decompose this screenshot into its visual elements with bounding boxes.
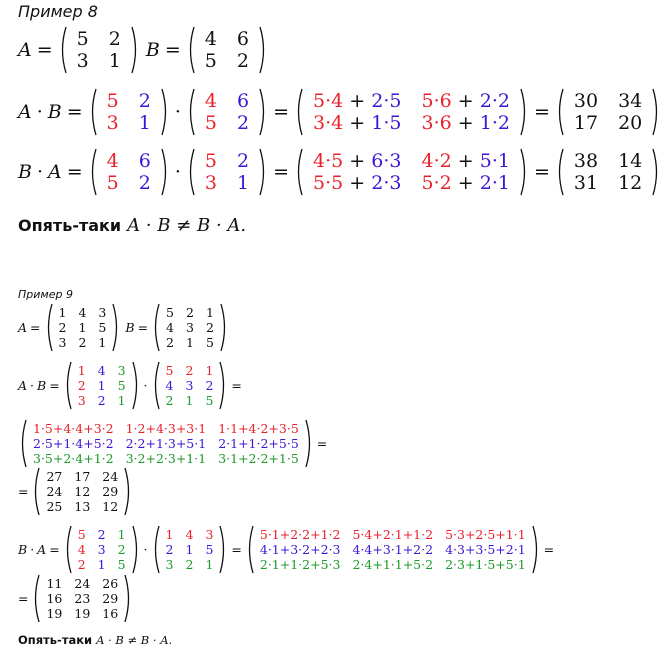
matrix-cell: 3·2+2·3+1·1 — [125, 451, 207, 466]
matrix-cell: 2 — [108, 28, 121, 50]
matrix-grid — [72, 363, 132, 408]
right-paren — [132, 525, 141, 574]
matrix-cell: 2·3+1·5+5·1 — [445, 557, 526, 572]
left-paren — [245, 525, 254, 574]
matrix-cell — [411, 112, 519, 134]
matrix-cell: 1 — [237, 172, 250, 194]
left-paren — [186, 88, 195, 136]
matrix-grid — [27, 421, 305, 466]
matrix-cell: 2 — [77, 557, 86, 572]
matrix-cell: 31 — [573, 172, 599, 194]
matrix-term: 1 — [497, 172, 510, 194]
matrix-cell: 23 — [74, 591, 91, 606]
matrix-cell — [411, 90, 519, 112]
matrix-cell: 4 — [78, 305, 87, 320]
matrix-grid — [564, 90, 652, 134]
right-paren — [220, 303, 229, 352]
matrix-cell: 4 — [97, 363, 106, 378]
matrix-cell: 2 — [138, 172, 151, 194]
matrix-cell: 5 — [165, 363, 174, 378]
matrix-term: + — [451, 90, 480, 112]
right-paren — [161, 148, 170, 196]
matrix-cell: 5 — [76, 28, 89, 50]
matrix-cell: 19 — [46, 606, 63, 621]
matrix-cell: 6 — [138, 150, 151, 172]
matrix-term: · — [491, 150, 498, 172]
matrix-cell: 1 — [117, 393, 126, 408]
matrix-grid — [195, 150, 259, 194]
matrix-definitions-8: A = 5 2 3 1 B = 4 6 5 2 — [18, 26, 268, 74]
matrix-cell: 3 — [76, 50, 89, 72]
matrix-cell: 29 — [102, 484, 119, 499]
matrix-term: · — [325, 150, 332, 172]
matrix-cell: 1 — [165, 527, 174, 542]
matrix-cell: 2·5+1·4+5·2 — [33, 436, 114, 451]
matrix-term: 3 — [313, 112, 326, 134]
right-paren — [259, 148, 268, 196]
matrix-term: · — [433, 150, 440, 172]
matrix-cell: 2 — [205, 378, 214, 393]
matrix-cell: 1 — [78, 320, 87, 335]
right-paren — [132, 361, 141, 410]
matrix-term: 2 — [371, 172, 384, 194]
matrix-cell: 3 — [186, 320, 194, 335]
matrix-grid — [303, 150, 520, 194]
matrix-cell: 4 — [165, 378, 174, 393]
left-paren — [58, 26, 67, 74]
matrix-term: 6 — [439, 90, 452, 112]
left-paren — [186, 26, 195, 74]
matrix-cell: 16 — [102, 606, 119, 621]
right-paren — [652, 88, 661, 136]
matrix-term: + — [451, 150, 480, 172]
matrix-cell: 2 — [97, 527, 106, 542]
matrix-cell: 3 — [98, 305, 107, 320]
matrix-cell: 5 — [106, 90, 119, 112]
matrix-term: · — [325, 172, 332, 194]
matrix-definitions-9: A = 1 4 3 2 1 5 3 2 1 B = 5 2 1 4 3 2 2 1 5 — [18, 303, 229, 352]
product-ab-8: A · B = 5 2 3 1 · 4 6 5 2 = 5·4 + 2·5 5·6 + 2·2 3·4 + 1·5 3·6 + 1·2 = 30 34 17 20 — [18, 88, 661, 136]
matrix-cell — [303, 112, 411, 134]
matrix-cell: 5 — [166, 305, 174, 320]
result-ab-9: = 27 17 24 24 12 29 25 13 12 — [18, 467, 133, 516]
matrix-cell: 1 — [205, 305, 214, 320]
matrix-term: + — [343, 172, 372, 194]
left-paren — [88, 88, 97, 136]
matrix-cell: 3 — [165, 557, 174, 572]
matrix-grid — [40, 469, 124, 514]
matrix-cell — [411, 150, 519, 172]
matrix-cell: 13 — [74, 499, 91, 514]
matrix-cell: 2 — [97, 393, 106, 408]
matrix-cell: 24 — [74, 576, 91, 591]
right-paren — [161, 88, 170, 136]
matrix-cell: 4 — [204, 90, 217, 112]
conclusion-word-9: Опять-таки — [18, 633, 93, 647]
right-paren — [305, 419, 314, 468]
matrix-term: 2 — [479, 172, 492, 194]
left-paren — [151, 303, 160, 352]
matrix-term: 5 — [389, 112, 402, 134]
matrix-cell: 5 — [98, 320, 107, 335]
matrix-cell: 2·4+1·1+5·2 — [352, 557, 434, 572]
matrix-cell: 1 — [108, 50, 121, 72]
matrix-cell: 2 — [77, 378, 86, 393]
conclusion-word-8: Опять-таки — [18, 216, 122, 235]
matrix-cell: 11 — [46, 576, 63, 591]
matrix-cell: 1 — [185, 542, 194, 557]
matrix-term: · — [383, 112, 390, 134]
matrix-cell: 30 — [573, 90, 599, 112]
matrix-cell: 2 — [185, 363, 194, 378]
conclusion-9 — [18, 633, 172, 647]
matrix-term: 3 — [389, 150, 402, 172]
right-paren — [124, 467, 133, 516]
matrix-cell: 2 — [205, 320, 214, 335]
matrix-cell: 1 — [98, 335, 107, 350]
matrix-cell: 1 — [58, 305, 67, 320]
matrix-b-colored-ba-9 — [63, 525, 141, 574]
matrix-b-colored-8 — [186, 88, 268, 136]
matrix-cell: 5 — [204, 112, 217, 134]
matrix-cell: 3 — [205, 527, 214, 542]
matrix-term: 4 — [331, 112, 344, 134]
matrix-cell: 24 — [46, 484, 63, 499]
matrix-term: + — [451, 172, 480, 194]
matrix-term: + — [343, 112, 372, 134]
matrix-cell: 1 — [185, 393, 194, 408]
matrix-cell: 4·4+3·1+2·2 — [352, 542, 434, 557]
matrix-term: 2 — [497, 90, 510, 112]
matrix-cell: 4 — [77, 542, 86, 557]
matrix-grid — [97, 150, 161, 194]
matrix-cell: 4·3+3·5+2·1 — [445, 542, 526, 557]
matrix-b-colored-9 — [151, 361, 229, 410]
matrix-cell: 2 — [165, 393, 174, 408]
matrix-b-9 — [151, 303, 229, 352]
matrix-cell: 2 — [185, 557, 194, 572]
matrix-term: 3 — [389, 172, 402, 194]
right-paren — [124, 574, 133, 623]
matrix-grid — [160, 363, 220, 408]
matrix-cell — [303, 150, 411, 172]
matrix-ba-expansion-9 — [245, 525, 541, 574]
matrix-cell: 27 — [46, 469, 63, 484]
matrix-grid — [303, 90, 520, 134]
matrix-term: 5 — [421, 90, 434, 112]
left-paren — [31, 574, 40, 623]
matrix-cell: 1 — [97, 378, 106, 393]
matrix-cell: 6 — [237, 90, 250, 112]
matrix-term: · — [433, 90, 440, 112]
matrix-term: 4 — [313, 150, 326, 172]
matrix-cell: 6 — [236, 28, 249, 50]
matrix-cell: 12 — [102, 499, 119, 514]
matrix-a-9 — [44, 303, 122, 352]
matrix-cell: 2 — [237, 112, 250, 134]
matrix-term: 5 — [479, 150, 492, 172]
matrix-ba-result-8 — [555, 148, 661, 196]
matrix-cell: 5 — [204, 50, 217, 72]
matrix-a-colored-ba-8 — [186, 148, 268, 196]
left-paren — [555, 148, 564, 196]
matrix-cell: 1 — [97, 557, 106, 572]
matrix-cell: 12 — [618, 172, 643, 194]
matrix-b-colored-ba-8 — [88, 148, 170, 196]
matrix-term: 1 — [371, 112, 384, 134]
matrix-cell: 5·4+2·1+1·2 — [352, 527, 434, 542]
matrix-cell: 29 — [102, 591, 119, 606]
right-paren — [652, 148, 661, 196]
conclusion-formula-9: A · B ≠ B · A. — [96, 633, 173, 647]
left-paren — [151, 525, 160, 574]
matrix-cell: 2·1+1·2+5·3 — [259, 557, 341, 572]
matrix-term: 6 — [439, 112, 452, 134]
matrix-term: 3 — [421, 112, 434, 134]
right-paren — [219, 525, 228, 574]
matrix-cell: 1·5+4·4+3·2 — [33, 421, 114, 436]
left-paren — [44, 303, 53, 352]
matrix-cell: 3 — [106, 112, 119, 134]
matrix-cell: 2 — [78, 335, 87, 350]
matrix-cell: 2 — [186, 305, 194, 320]
matrix-cell: 1·1+4·2+3·5 — [218, 421, 299, 436]
matrix-cell: 4·1+3·2+2·3 — [259, 542, 341, 557]
matrix-term: 5 — [331, 150, 344, 172]
matrix-cell: 3 — [117, 363, 126, 378]
matrix-term: · — [433, 172, 440, 194]
matrix-cell: 3 — [97, 542, 106, 557]
matrix-cell — [303, 90, 411, 112]
matrix-cell: 20 — [618, 112, 643, 134]
matrix-term: · — [383, 172, 390, 194]
left-paren — [63, 525, 72, 574]
matrix-cell: 5 — [205, 542, 214, 557]
matrix-cell: 14 — [618, 150, 643, 172]
matrix-cell: 1 — [117, 527, 126, 542]
matrix-cell: 5 — [205, 335, 214, 350]
matrix-cell: 2 — [237, 150, 250, 172]
matrix-cell: 2 — [236, 50, 249, 72]
matrix-grid — [195, 90, 259, 134]
right-paren — [112, 303, 121, 352]
right-paren — [520, 148, 529, 196]
matrix-term: · — [383, 90, 390, 112]
matrix-term: + — [343, 90, 372, 112]
symbol-b: B — [145, 39, 160, 61]
matrix-cell: 2 — [58, 320, 67, 335]
matrix-term: 5 — [331, 172, 344, 194]
left-paren — [186, 148, 195, 196]
matrix-cell: 3·5+2·4+1·2 — [33, 451, 114, 466]
matrix-cell: 1 — [205, 557, 214, 572]
matrix-cell: 5·3+2·5+1·1 — [445, 527, 526, 542]
matrix-term: 2 — [439, 172, 452, 194]
right-paren — [259, 26, 268, 74]
matrix-cell: 17 — [74, 469, 91, 484]
matrix-grid — [72, 527, 132, 572]
product-ba-8: B · A = 4 6 5 2 · 5 2 3 1 = 4·5 + 6·3 4·2 + 5·1 5·5 + 2·3 5·2 + 2·1 = 38 14 31 12 — [18, 148, 661, 196]
matrix-ab-expansion-9 — [18, 419, 314, 468]
left-paren — [18, 419, 27, 468]
left-paren — [555, 88, 564, 136]
matrix-term: 5 — [313, 172, 326, 194]
right-paren — [520, 88, 529, 136]
matrix-ba-result-9 — [31, 574, 133, 623]
matrix-cell: 3·1+2·2+1·5 — [218, 451, 299, 466]
matrix-cell: 1·2+4·3+3·1 — [125, 421, 207, 436]
matrix-cell: 2 — [138, 90, 151, 112]
matrix-cell — [411, 172, 519, 194]
matrix-cell: 34 — [618, 90, 643, 112]
matrix-term: · — [491, 90, 498, 112]
right-paren — [259, 88, 268, 136]
matrix-cell: 4 — [204, 28, 217, 50]
matrix-cell: 5 — [205, 393, 214, 408]
matrix-term: · — [491, 172, 498, 194]
matrix-a-8 — [58, 26, 140, 74]
left-paren — [31, 467, 40, 516]
matrix-cell: 5 — [117, 557, 126, 572]
right-paren — [219, 361, 228, 410]
conclusion-formula-8: A · B ≠ B · A. — [127, 215, 247, 236]
matrix-cell: 1 — [138, 112, 151, 134]
matrix-cell: 5 — [117, 378, 126, 393]
matrix-grid — [67, 28, 131, 72]
matrix-cell: 1 — [186, 335, 194, 350]
matrix-ab-expansion-8 — [294, 88, 529, 136]
left-paren — [151, 361, 160, 410]
matrix-term: 6 — [371, 150, 384, 172]
matrix-term: 5 — [313, 90, 326, 112]
right-paren — [131, 26, 140, 74]
matrix-term: 2 — [479, 90, 492, 112]
result-ba-9: = 11 24 26 16 23 29 19 19 16 — [18, 574, 133, 623]
matrix-cell: 16 — [46, 591, 63, 606]
matrix-a-colored-8 — [88, 88, 170, 136]
symbol-a: A — [18, 39, 32, 61]
matrix-term: 4 — [331, 90, 344, 112]
product-ab-9: A · B = 1 4 3 2 1 5 3 2 1 · 5 2 1 4 3 2 2 1 5 = — [18, 363, 242, 408]
matrix-cell: 19 — [74, 606, 91, 621]
matrix-cell: 17 — [573, 112, 599, 134]
matrix-term: · — [433, 112, 440, 134]
matrix-term: · — [383, 150, 390, 172]
matrix-cell: 4 — [106, 150, 119, 172]
matrix-cell: 38 — [573, 150, 599, 172]
left-paren — [294, 148, 303, 196]
matrix-cell: 3 — [185, 378, 194, 393]
matrix-grid — [195, 28, 259, 72]
matrix-cell: 26 — [102, 576, 119, 591]
matrix-grid — [160, 305, 220, 350]
matrix-cell: 5 — [204, 150, 217, 172]
matrix-cell: 1 — [77, 363, 86, 378]
matrix-term: · — [491, 112, 498, 134]
product-ba-9: B · A = 5 2 1 4 3 2 2 1 5 · 1 4 3 2 1 5 3 2 1 = 5·1+2·2+1·2 5·4+2·1+1·2 5·3+2·5+1·1 4·1+3·2+2·3 4·4+3·1+2·2 4·3+3·5+2·1 2·1+1·2+5·3 2·4+1·1+5·2 2·3+1·5+5·1 = — [18, 527, 555, 572]
matrix-b-8 — [186, 26, 268, 74]
matrix-ab-result-9 — [31, 467, 133, 516]
left-paren — [63, 361, 72, 410]
matrix-grid — [564, 150, 652, 194]
left-paren — [88, 148, 97, 196]
matrix-cell: 12 — [74, 484, 91, 499]
matrix-a-colored-9 — [63, 361, 141, 410]
conclusion-8 — [18, 215, 246, 236]
left-paren — [294, 88, 303, 136]
matrix-cell: 25 — [46, 499, 63, 514]
matrix-cell: 5·1+2·2+1·2 — [259, 527, 341, 542]
matrix-term: · — [325, 112, 332, 134]
matrix-grid — [97, 90, 161, 134]
matrix-term: 2 — [497, 112, 510, 134]
matrix-cell: 4 — [185, 527, 194, 542]
matrix-cell: 2 — [166, 335, 174, 350]
matrix-cell: 24 — [102, 469, 119, 484]
matrix-term: 1 — [479, 112, 492, 134]
matrix-cell: 5 — [106, 172, 119, 194]
matrix-cell: 2·2+1·3+5·1 — [125, 436, 207, 451]
example-9-title: Пример 9 — [18, 288, 73, 301]
matrix-cell: 3 — [204, 172, 217, 194]
matrix-cell: 2·1+1·2+5·5 — [218, 436, 299, 451]
matrix-cell: 2 — [117, 542, 126, 557]
example-8-title: Пример 8 — [18, 2, 98, 21]
matrix-term: 5 — [389, 90, 402, 112]
matrix-cell: 1 — [205, 363, 214, 378]
matrix-cell: 4 — [166, 320, 174, 335]
matrix-term: · — [325, 90, 332, 112]
matrix-grid — [160, 527, 220, 572]
matrix-term: + — [451, 112, 480, 134]
matrix-a-colored-ba-9 — [151, 525, 229, 574]
matrix-grid — [40, 576, 124, 621]
matrix-term: 1 — [497, 150, 510, 172]
matrix-term: + — [343, 150, 372, 172]
matrix-grid — [254, 527, 532, 572]
matrix-cell — [303, 172, 411, 194]
matrix-term: 2 — [439, 150, 452, 172]
matrix-cell: 2 — [165, 542, 174, 557]
matrix-grid — [53, 305, 113, 350]
matrix-cell: 5 — [77, 527, 86, 542]
right-paren — [532, 525, 541, 574]
expansion-ab-9: 1·5+4·4+3·2 1·2+4·3+3·1 1·1+4·2+3·5 2·5+1·4+5·2 2·2+1·3+5·1 2·1+1·2+5·5 3·5+2·4+1·2 3·2+2·3+1·1 3·1+2·2+1·5 = — [18, 419, 330, 468]
matrix-ab-result-8 — [555, 88, 661, 136]
matrix-ba-expansion-8 — [294, 148, 529, 196]
matrix-term: 4 — [421, 150, 434, 172]
matrix-cell: 3 — [77, 393, 86, 408]
matrix-term: 5 — [421, 172, 434, 194]
matrix-cell: 3 — [58, 335, 67, 350]
matrix-term: 2 — [371, 90, 384, 112]
